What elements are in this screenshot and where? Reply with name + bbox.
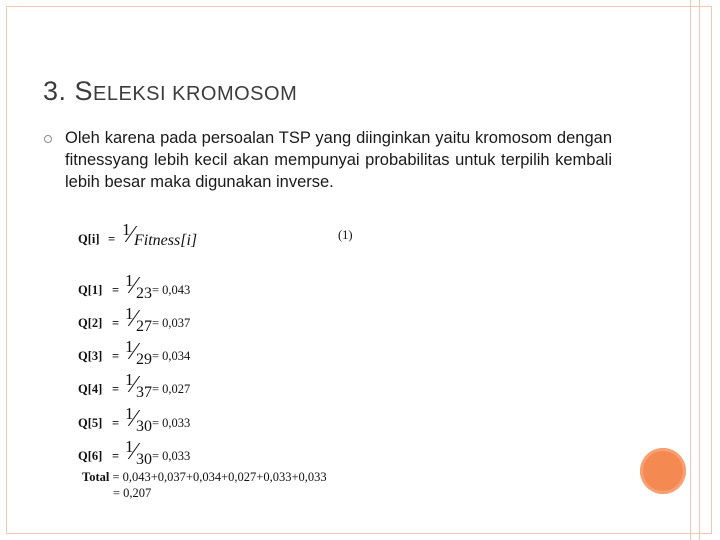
formula-slash: ⁄ [132,372,137,398]
formula-result: = 0,033 [152,416,191,430]
formula-denominator: Fitness[i] [134,232,198,249]
formula-equals: = [112,283,120,297]
formula-label: Q[3] [78,349,103,363]
formula-label: Q[2] [78,316,103,330]
formula-numerator: 1 [122,220,131,239]
total-line [82,470,327,485]
formula-numerator: 1 [125,271,134,290]
formula-slash: ⁄ [132,306,137,332]
total-expression: = 0,043+0,037+0,034+0,027+0,033+0,033 [112,470,327,484]
formula-result: = 0,033 [152,449,191,463]
formula-numerator: 1 [125,437,134,456]
formula-numerator: 1 [125,304,134,323]
total-result: = 0,207 [113,486,152,500]
formula-numerator: 1 [125,370,134,389]
formula-equals: = [112,349,120,363]
equation-number: (1) [338,228,353,242]
formula-equals: = [112,416,120,430]
title-prefix: 3. S [43,76,94,106]
total-label: Total [82,470,110,484]
formula-equals: = [108,232,116,246]
formula-main [78,220,368,252]
formula-row [78,271,368,303]
formula-slash: ⁄ [132,339,137,365]
title-rest: ELEKSI KROMOSOM [93,83,298,105]
formula-result: = 0,043 [152,283,191,297]
formula-row [78,304,368,336]
formula-equals: = [112,316,120,330]
formula-denominator: 23 [136,285,152,302]
formula-label: Q[i] [78,232,100,246]
formula-row [78,337,368,369]
formula-row [78,437,368,469]
formula-row [78,404,368,436]
formula-label: Q[6] [78,449,103,463]
decorative-rails [690,0,700,540]
formula-denominator: 37 [136,384,152,401]
formula-equals: = [112,382,120,396]
body-paragraph: Oleh karena pada persoalan TSP yang diinginkan yaitu kromosom dengan fitnessyang lebih kecil akan mempunyai probabilitas untuk terpilih kembali lebih besar maka digunakan inverse. [65,129,612,191]
slide-title [43,76,297,107]
formula-slash: ⁄ [132,439,137,465]
formula-row [78,370,368,402]
formula-label: Q[4] [78,382,103,396]
bullet-circle-icon [44,135,52,143]
formula-denominator: 27 [136,318,152,335]
formula-result: = 0,034 [152,349,191,363]
formula-denominator: 30 [136,451,152,468]
formula-result: = 0,037 [152,316,191,330]
decorative-orange-circle [640,448,686,494]
formula-slash: ⁄ [129,222,134,248]
formula-slash: ⁄ [132,273,137,299]
formula-equals: = [112,449,120,463]
formula-label: Q[1] [78,283,103,297]
formula-slash: ⁄ [132,406,137,432]
formula-denominator: 30 [136,418,152,435]
formula-numerator: 1 [125,337,134,356]
formula-denominator: 29 [136,351,152,368]
formula-label: Q[5] [78,416,103,430]
formula-result: = 0,027 [152,382,191,396]
formula-numerator: 1 [125,404,134,423]
